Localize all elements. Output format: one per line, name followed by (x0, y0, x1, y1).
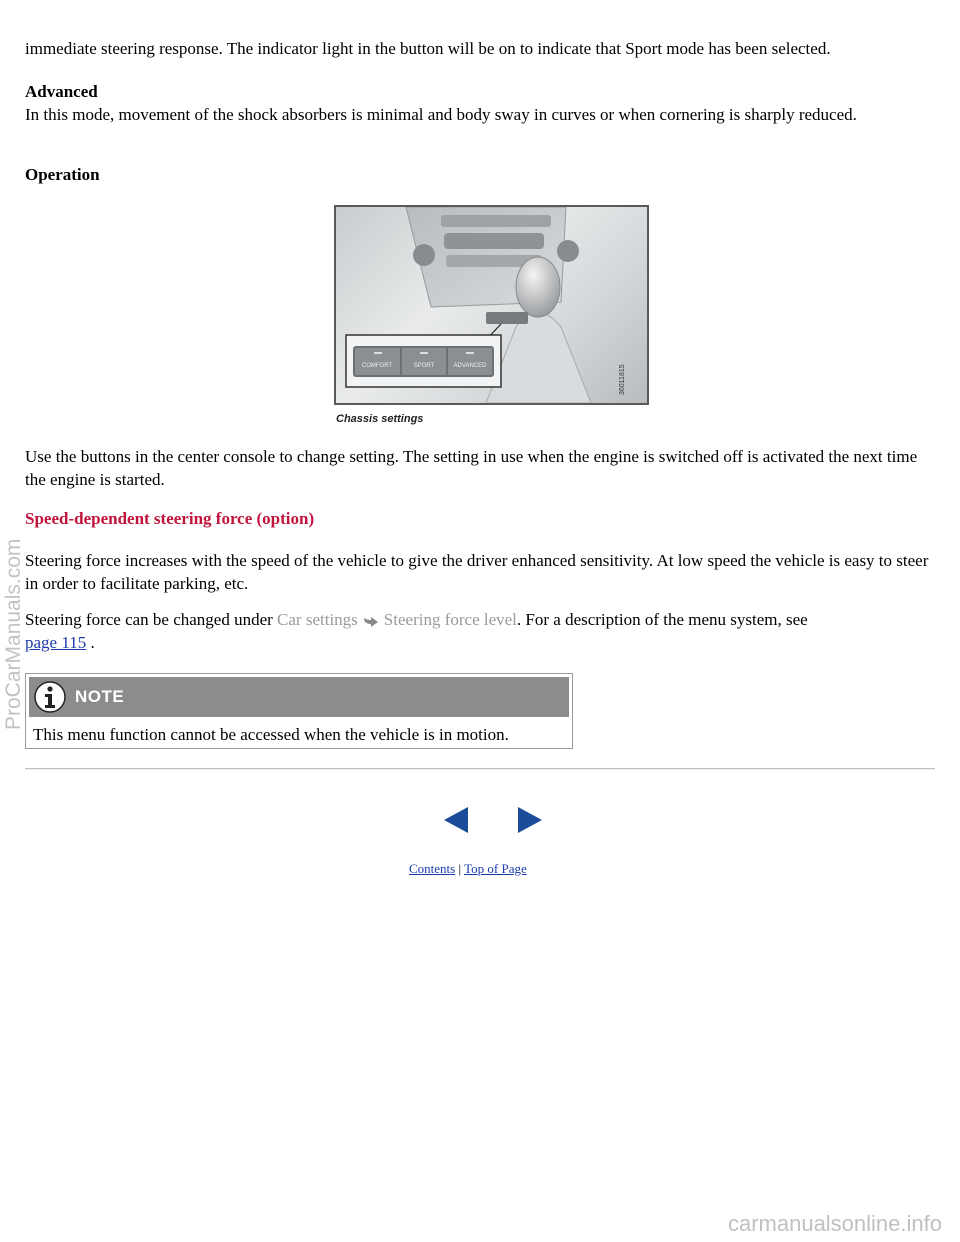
advanced-button-label: ADVANCED (453, 363, 487, 369)
menu-car-settings: Car settings (277, 610, 358, 629)
intro-paragraph: immediate steering response. The indicator light in the button will be on to indicate that Sport mode has been selected. (25, 39, 831, 58)
contents-link[interactable]: Contents (409, 861, 456, 876)
note-title: NOTE (75, 687, 125, 706)
next-page-icon[interactable] (518, 807, 542, 833)
comfort-button-label: COMFORT (361, 363, 393, 369)
speed-steering-paragraph: Steering force increases with the speed of the vehicle to give the driver enhanced sensitivity. At low speed the vehicle is easy to steer in order to facilitate parking, etc. (25, 551, 929, 593)
page-115-link[interactable]: page 115 (25, 633, 87, 652)
footer-links (409, 857, 527, 880)
page-navigation (444, 806, 544, 834)
menu-arrow-icon (362, 614, 380, 628)
menu-steering-force-level: Steering force level (383, 610, 517, 629)
chassis-settings-figure (334, 205, 651, 427)
speed-steering-heading: Speed-dependent steering force (option) (25, 509, 315, 528)
footer-separator: | (458, 861, 462, 876)
site-watermark: carmanualsonline.info (727, 1211, 942, 1236)
figure-caption: Chassis settings (336, 413, 424, 425)
trailing-period: . (90, 633, 95, 652)
advanced-heading: Advanced (25, 82, 98, 101)
section-divider (25, 768, 935, 770)
note-text: This menu function cannot be accessed when the vehicle is in motion. (33, 725, 509, 744)
side-watermark: ProCarManuals.com (2, 538, 25, 730)
note-header (29, 677, 569, 717)
figure-code: 36011815 (619, 364, 626, 395)
steering-force-paragraph (25, 608, 930, 654)
console-illustration (336, 207, 647, 403)
change-prefix: Steering force can be changed under (25, 610, 273, 629)
previous-page-icon[interactable] (444, 807, 468, 833)
operation-heading: Operation (25, 165, 100, 184)
note-box (25, 673, 573, 749)
sport-button-label: SPORT (413, 363, 435, 369)
change-suffix: . For a description of the menu system, see (516, 610, 808, 629)
operation-paragraph: Use the buttons in the center console to change setting. The setting in use when the engine is switched off is activated the next time the engine is started. (25, 447, 918, 489)
console-photo (334, 205, 649, 405)
advanced-paragraph: In this mode, movement of the shock absorbers is minimal and body sway in curves or when cornering is sharply reduced. (25, 105, 857, 124)
top-of-page-link[interactable]: Top of Page (464, 861, 527, 876)
info-icon (34, 681, 66, 713)
nav-arrows (444, 806, 544, 834)
